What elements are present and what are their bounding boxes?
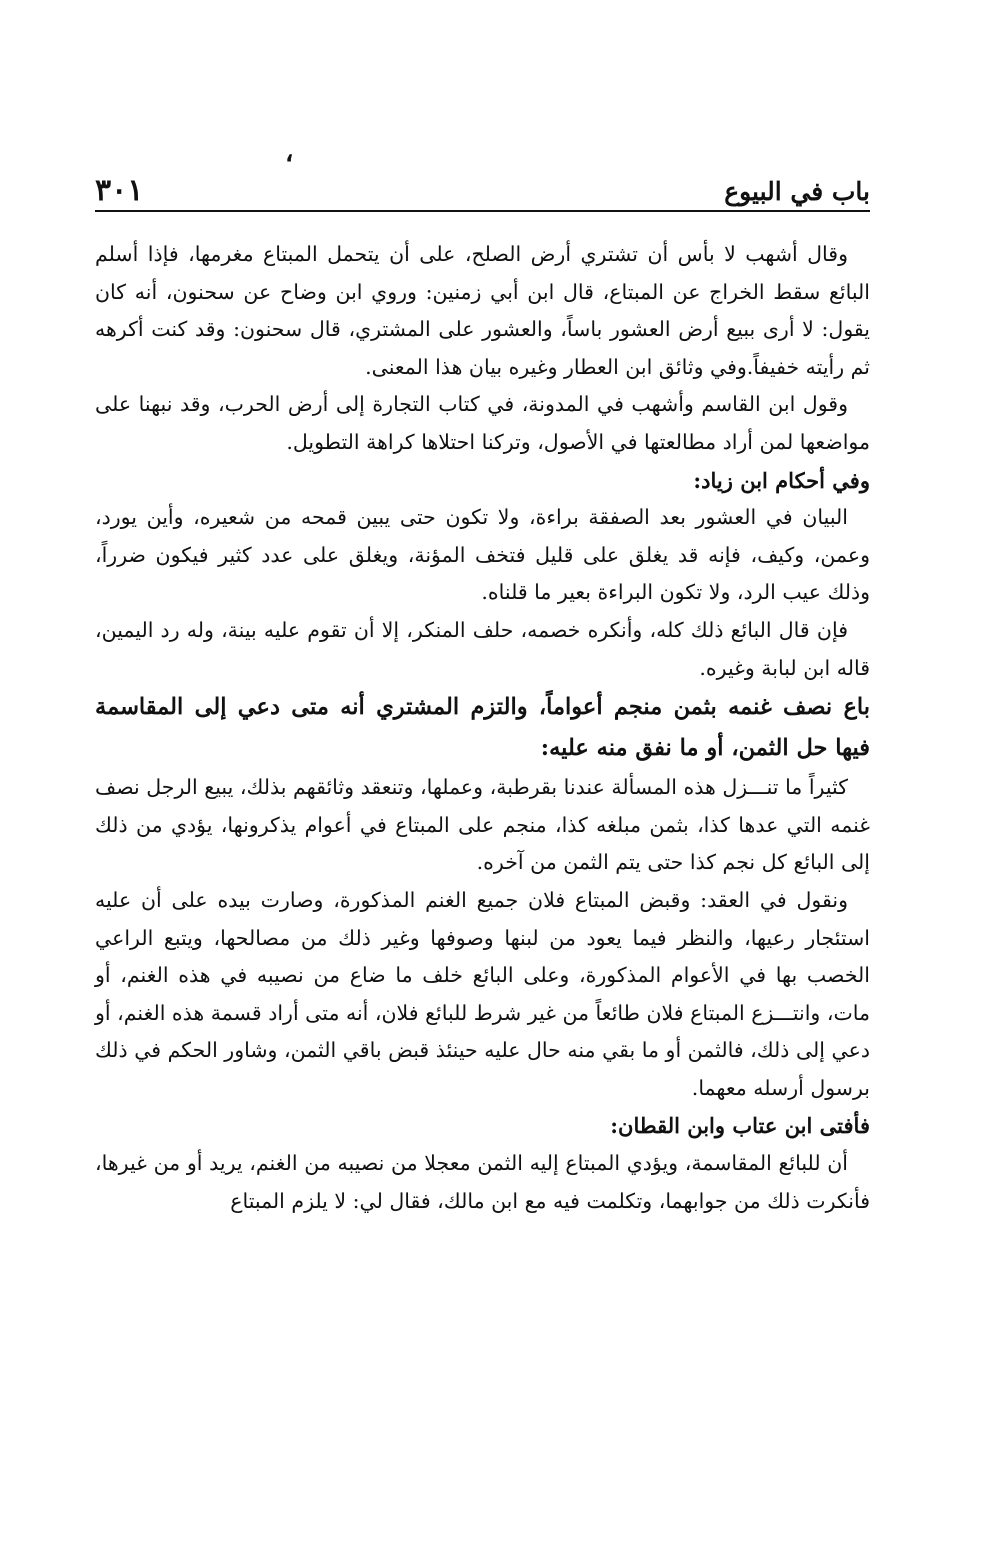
running-header [95, 166, 870, 212]
section-heading-fatwa: فأفتى ابن عتاب وابن القطان: [610, 1113, 870, 1139]
paragraph-1: وقال أشهب لا بأس أن تشتري أرض الصلح، على أن يتحمل المبتاع مغرمها، فإذا أسلم البائع سقط الخراج عن المبتاع، قال ابن أبي زمنين: وروي ابن وضاح عن سحنون، أنه كان يقول: لا أرى ببيع أرض العشور باساً، والعشور على المشتري، قال سحنون: وقد كنت أكرهه ثم رأيته خفيفاً.وفي وثائق ابن العطار وغيره بيان هذا المعنى. [95, 242, 870, 379]
paragraph-4: فإن قال البائع ذلك كله، وأنكره خصمه، حلف المنكر، إلا أن تقوم عليه بينة، وله رد اليمين، قاله ابن لبابة وغيره. [95, 617, 870, 680]
running-title: باب في البيوع [724, 177, 870, 206]
page-body [95, 236, 870, 1220]
paragraph-3: البيان في العشور بعد الصفقة براءة، ولا تكون حتى يبين قمحه من شعيره، وأين يورد، وعمن، وكيف، فإنه قد يغلق على قليل فتخف المؤنة، ويغلق على عدد كثير فيكون ضرراً، وذلك عيب الرد، ولا تكون البراءة بعير ما قلناه. [95, 505, 870, 605]
page-number: ٣٠١ [95, 173, 144, 208]
section-heading-ibn-ziyad: وفي أحكام ابن زياد: [693, 467, 870, 493]
paragraph-7: أن للبائع المقاسمة، ويؤدي المبتاع إليه الثمن معجلا من نصيبه من الغنم، يريد أو من غيرها، فأنكرت ذلك من جوابهما، وتكلمت فيه مع ابن مالك، فقال لي: لا يلزم المبتاع [95, 1151, 870, 1213]
paragraph-6: ونقول في العقد: وقبض المبتاع فلان جميع الغنم المذكورة، وصارت بيده على أن عليه استئجار رعيها، والنظر فيما يعود من لبنها وصوفها وغير ذلك من مصالحها، ويتبع الراعي الخصب بها في الأعوام المذكورة، وعلى البائع خلف ما ضاع من نصيبه في هذه الغنم، أو مات، وانتـــزع المبتاع فلان طائعاً من غير شرط للبائع فلان، أنه متى أراد قسمة هذه الغنم، أو دعي إلى ذلك، فالثمن أو ما بقي منه حال عليه حينئذ قبض باقي الثمن، وشاور الحكم في ذلك برسول أرسله معهما. [95, 887, 870, 1100]
paragraph-5: كثيراً ما تنـــزل هذه المسألة عندنا بقرطبة، وعملها، وتنعقد وثائقهم بذلك، يبيع الرجل نصف غنمه التي عدها كذا، بثمن مبلغه كذا، منجم على المبتاع في أعوام يذكرونها، يؤدي من ذلك إلى البائع كل نجم كذا حتى يتم الثمن من آخره. [95, 775, 870, 875]
book-page [95, 0, 870, 1547]
paragraph-2: وقول ابن القاسم وأشهب في المدونة، في كتاب التجارة إلى أرض الحرب، وقد نبهنا على مواضعها لمن أراد مطالعتها في الأصول، وتركنا احتلاها كراهة التطويل. [95, 392, 870, 454]
ink-mark: ، [285, 138, 294, 168]
section-heading-sale: باع نصف غنمه بثمن منجم أعواماً، والتزم المشتري أنه متى دعي إلى المقاسمة فيها حل الثمن، أو ما نفق منه عليه: [95, 694, 870, 762]
